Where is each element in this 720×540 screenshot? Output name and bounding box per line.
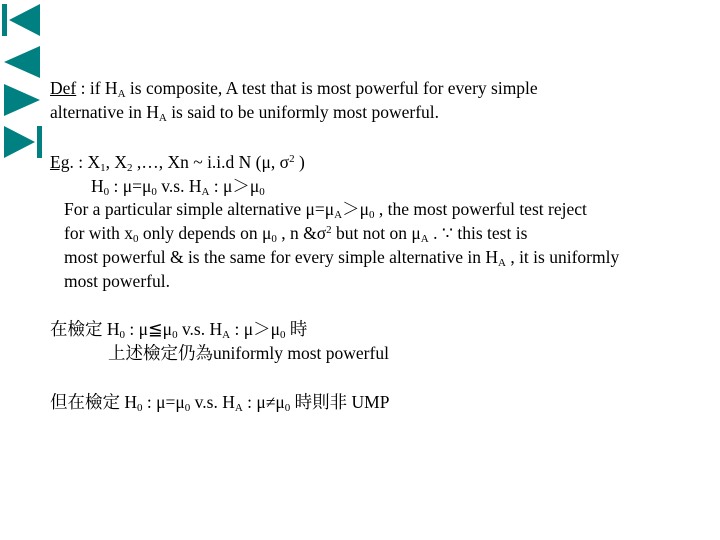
subscript: A xyxy=(497,257,506,269)
subscript: 0 xyxy=(172,329,178,341)
subscript: 0 xyxy=(284,402,291,414)
subscript: A xyxy=(334,209,343,221)
definition-text: is said to be uniformly most powerful. xyxy=(166,102,440,122)
subscript: 0 xyxy=(271,233,277,245)
subscript: A xyxy=(222,329,231,341)
example-text: v.s. H xyxy=(156,176,202,196)
example-text: : μ=μ xyxy=(109,176,152,196)
definition-label: Def xyxy=(50,78,77,98)
subscript: 0 xyxy=(279,329,286,341)
example-text: for with x xyxy=(64,223,134,243)
test-text: 上述檢定仍為uniformly most powerful xyxy=(108,343,389,363)
next-slide-button[interactable] xyxy=(0,80,44,120)
first-slide-button[interactable] xyxy=(0,0,44,40)
example-text: ＞μ xyxy=(342,199,369,219)
example-text: , the most powerful test reject xyxy=(374,199,587,219)
first-slide-icon xyxy=(0,0,44,40)
test-text: 但在檢定 H xyxy=(50,392,138,412)
example-line-6 xyxy=(64,270,170,292)
example-text: only depends on μ xyxy=(138,223,272,243)
example-line-5 xyxy=(64,246,619,268)
subscript: 0 xyxy=(133,233,139,245)
example-text: , n &σ xyxy=(276,223,327,243)
example-text: ) xyxy=(294,152,305,172)
example-label: Eg xyxy=(50,152,70,172)
definition-text: alternative in H xyxy=(50,102,159,122)
example-text: , X xyxy=(105,152,127,172)
one-sided-test-line xyxy=(50,318,307,340)
example-line-1 xyxy=(50,151,305,173)
definition-text: is composite, A test that is most powerful for every simple xyxy=(125,78,538,98)
previous-slide-button[interactable] xyxy=(0,42,44,82)
example-text: For a particular simple alternative μ=μ xyxy=(64,199,335,219)
subscript: A xyxy=(234,402,243,414)
subscript: 0 xyxy=(119,329,126,341)
example-hypothesis xyxy=(91,175,265,197)
test-text: : μ≠μ xyxy=(242,392,285,412)
superscript: 2 xyxy=(326,224,332,236)
subscript: A xyxy=(201,186,210,198)
example-text: . ∵ this test is xyxy=(428,223,528,243)
subscript: A xyxy=(158,112,167,124)
example-text: , it is uniformly xyxy=(505,247,620,267)
example-text: : μ＞μ xyxy=(209,176,260,196)
test-text: : μ≦μ xyxy=(125,319,173,339)
superscript: 2 xyxy=(289,153,295,165)
one-sided-test-conclusion xyxy=(108,342,389,364)
test-text: v.s. H xyxy=(177,319,223,339)
subscript: 0 xyxy=(151,186,157,198)
example-text: ,…, Xn ~ i.i.d N (μ, σ xyxy=(132,152,290,172)
definition-text: : if H xyxy=(76,78,118,98)
subscript: 0 xyxy=(259,186,265,198)
example-text: most powerful & is the same for every simple alternative in H xyxy=(64,247,498,267)
test-text: 時 xyxy=(285,319,308,339)
subscript: 2 xyxy=(126,162,133,174)
subscript: A xyxy=(117,88,126,100)
definition-line-1 xyxy=(50,77,538,99)
two-sided-test-line xyxy=(50,391,389,413)
test-text: 在檢定 H xyxy=(50,319,120,339)
example-text: most powerful. xyxy=(64,271,170,291)
test-text: : μ＞μ xyxy=(230,319,280,339)
subscript: A xyxy=(420,233,429,245)
last-slide-icon xyxy=(0,122,44,162)
example-text: H xyxy=(91,176,104,196)
last-slide-button[interactable] xyxy=(0,122,44,162)
subscript: 1 xyxy=(100,162,106,174)
example-line-3 xyxy=(64,198,587,220)
test-text: v.s. H xyxy=(190,392,235,412)
example-text: but not on μ xyxy=(331,223,421,243)
next-slide-icon xyxy=(0,80,44,120)
example-line-4 xyxy=(64,222,527,244)
subscript: 0 xyxy=(103,186,110,198)
subscript: 0 xyxy=(137,402,143,414)
example-text: . : X xyxy=(69,152,101,172)
previous-slide-icon xyxy=(0,42,44,82)
definition-line-2 xyxy=(50,101,439,123)
subscript: 0 xyxy=(184,402,191,414)
subscript: 0 xyxy=(368,209,375,221)
test-text: : μ=μ xyxy=(142,392,185,412)
test-text: 時則非 UMP xyxy=(290,392,390,412)
